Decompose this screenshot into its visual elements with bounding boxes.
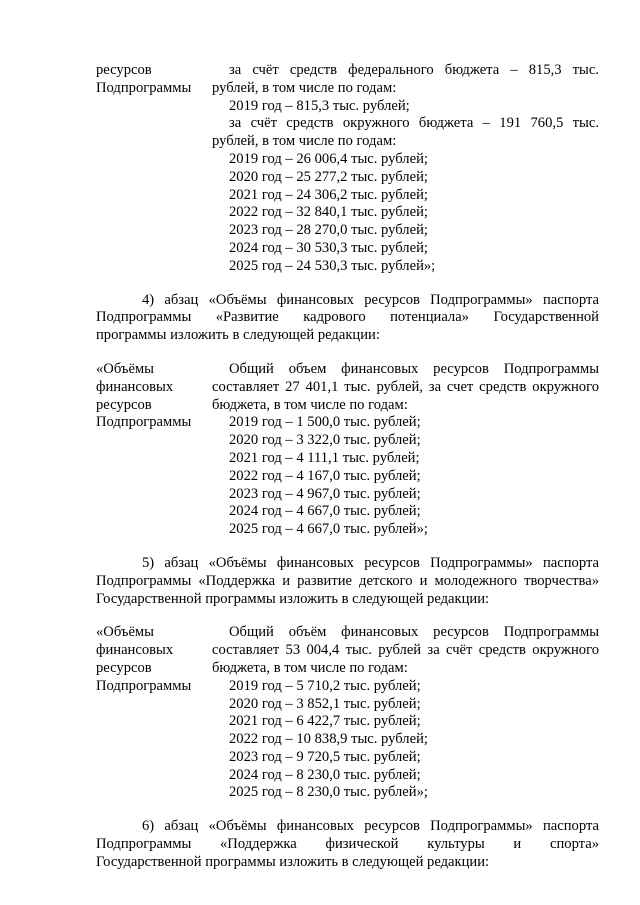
text-line: за счёт средств федерального бюджета – 815,3 тыс. — [229, 62, 599, 78]
text-line: рублей, в том числе по годам: — [212, 79, 397, 96]
text-line: Подпрограммы — [96, 414, 192, 431]
paragraph-line: 5) абзац «Объёмы финансовых ресурсов Подпрограммы» паспорта — [142, 554, 599, 571]
text-line: 2021 год – 6 422,7 тыс. рублей; — [229, 713, 421, 730]
text-line: 2020 год – 25 277,2 тыс. рублей; — [229, 168, 428, 185]
text-line: 2024 год – 8 230,0 тыс. рублей; — [229, 766, 421, 783]
text-line: составляет 53 004,4 тыс. рублей за счёт средств окружного — [212, 642, 599, 659]
document-page — [96, 62, 599, 888]
text-line: 2019 год – 5 710,2 тыс. рублей; — [229, 677, 421, 694]
resources-table-3 — [96, 624, 599, 802]
text-line: финансовых — [96, 378, 174, 395]
text-line: ресурсов — [96, 659, 152, 676]
resources-table-1 — [96, 62, 599, 276]
text-line: 2025 год – 4 667,0 тыс. рублей»; — [229, 521, 428, 538]
text-line: 2024 год – 4 667,0 тыс. рублей; — [229, 503, 421, 520]
paragraph-4 — [96, 292, 599, 345]
text-line: Общий объём финансовых ресурсов Подпрограммы — [229, 624, 599, 641]
text-line: 2023 год – 4 967,0 тыс. рублей; — [229, 485, 421, 502]
text-line: Подпрограммы — [96, 677, 192, 694]
paragraph-line: Подпрограммы «Развитие кадрового потенциала» Государственной — [96, 309, 599, 326]
text-line: ресурсов — [96, 396, 152, 413]
paragraph-line: Государственной программы изложить в следующей редакции: — [96, 590, 490, 607]
text-line: 2022 год – 4 167,0 тыс. рублей; — [229, 467, 421, 484]
resources-table-2 — [96, 361, 599, 539]
text-line: 2023 год – 28 270,0 тыс. рублей; — [229, 222, 428, 239]
text-line: 2019 год – 1 500,0 тыс. рублей; — [229, 414, 421, 431]
text-line: 2025 год – 24 530,3 тыс. рублей»; — [229, 257, 436, 274]
text-line: 2025 год – 8 230,0 тыс. рублей»; — [229, 784, 428, 801]
text-line: «Объёмы — [96, 360, 154, 377]
paragraph-line: Государственной программы изложить в следующей редакции: — [96, 853, 490, 870]
table-value — [212, 624, 599, 802]
text-line: 2023 год – 9 720,5 тыс. рублей; — [229, 748, 421, 765]
paragraph-line: 4) абзац «Объёмы финансовых ресурсов Подпрограммы» паспорта — [142, 291, 599, 308]
text-line: составляет 27 401,1 тыс. рублей, за счет средств окружного — [212, 378, 599, 395]
table-label — [96, 624, 212, 802]
text-line: «Объёмы — [96, 624, 154, 641]
text-line: Общий объем финансовых ресурсов Подпрограммы — [229, 360, 599, 377]
paragraph-5 — [96, 555, 599, 608]
text-line: ресурсов — [96, 62, 152, 78]
text-line: 2020 год – 3 852,1 тыс. рублей; — [229, 695, 421, 712]
paragraph-line: 6) абзац «Объёмы финансовых ресурсов Подпрограммы» паспорта — [142, 818, 599, 835]
paragraph-6 — [96, 818, 599, 871]
text-line: бюджета, в том числе по годам: — [212, 659, 408, 676]
table-value — [212, 361, 599, 539]
text-line: 2024 год – 30 530,3 тыс. рублей; — [229, 239, 428, 256]
text-line: рублей, в том числе по годам: — [212, 133, 397, 150]
text-line: 2020 год – 3 322,0 тыс. рублей; — [229, 432, 421, 449]
text-line: за счёт средств окружного бюджета – 191 760,5 тыс. — [229, 115, 599, 132]
table-label — [96, 361, 212, 539]
text-line: 2019 год – 26 006,4 тыс. рублей; — [229, 150, 428, 167]
paragraph-line: Подпрограммы «Поддержка и развитие детского и молодежного творчества» — [96, 572, 599, 589]
text-line: 2021 год – 24 306,2 тыс. рублей; — [229, 186, 428, 203]
text-line: Подпрограммы — [96, 79, 192, 96]
text-line: 2019 год – 815,3 тыс. рублей; — [229, 97, 410, 114]
table-label — [96, 62, 212, 276]
paragraph-line: программы изложить в следующей редакции: — [96, 327, 380, 344]
text-line: бюджета, в том числе по годам: — [212, 396, 408, 413]
text-line: финансовых — [96, 642, 174, 659]
text-line: 2021 год – 4 111,1 тыс. рублей; — [229, 449, 420, 466]
text-line: 2022 год – 32 840,1 тыс. рублей; — [229, 204, 428, 221]
paragraph-line: Подпрограммы «Поддержка физической культуры и спорта» — [96, 836, 599, 853]
table-value — [212, 62, 599, 276]
text-line: 2022 год – 10 838,9 тыс. рублей; — [229, 731, 428, 748]
